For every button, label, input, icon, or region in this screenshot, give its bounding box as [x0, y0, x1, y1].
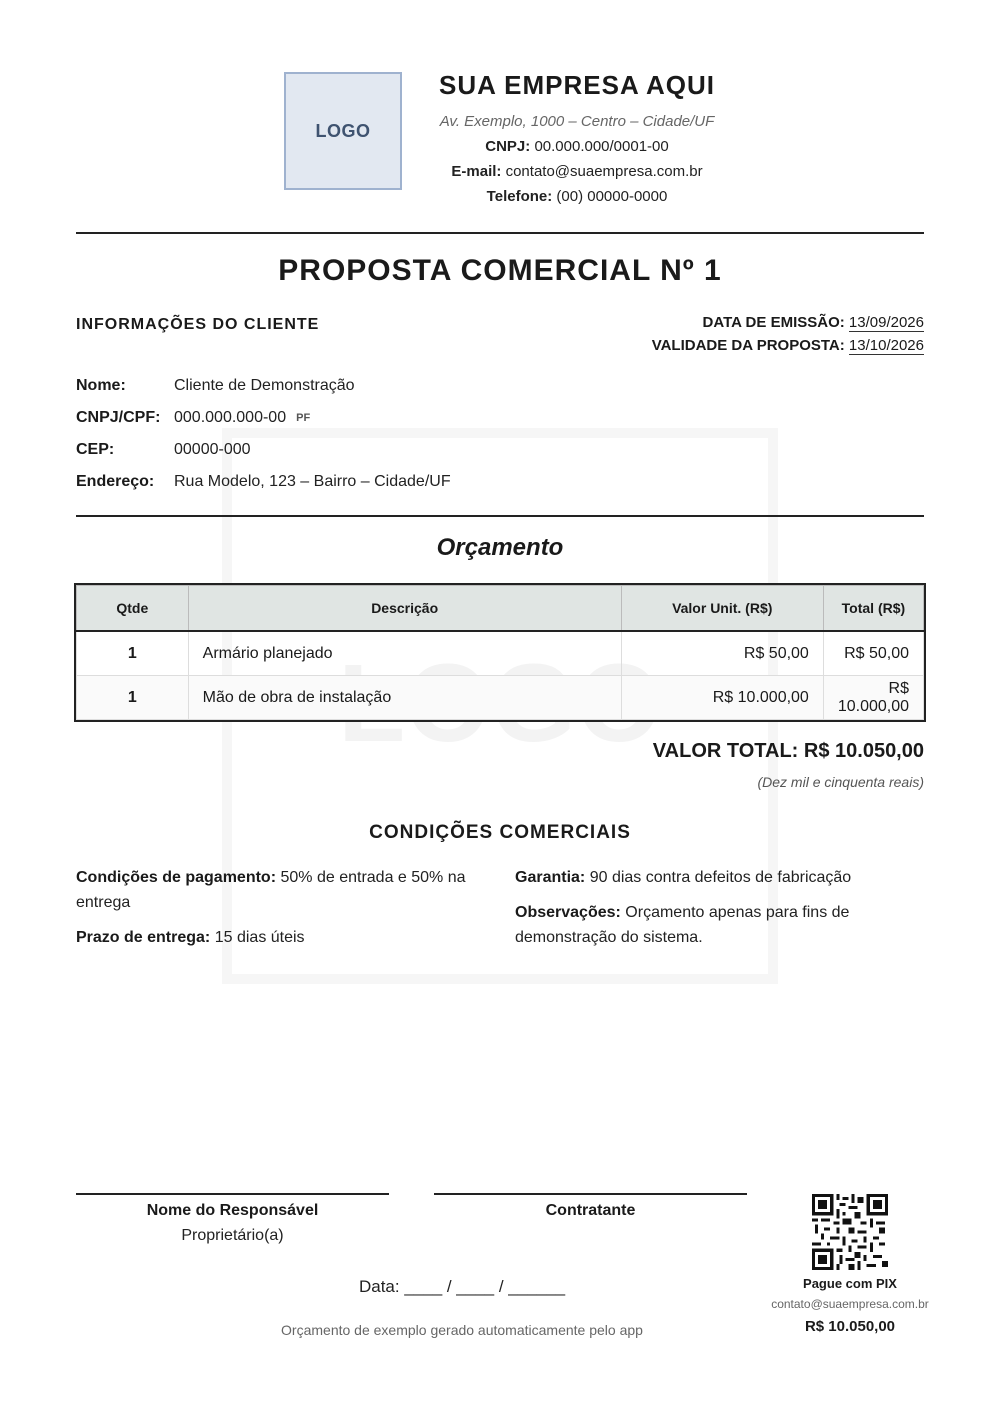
company-cnpj	[418, 138, 736, 155]
delivery-label: Prazo de entrega:	[76, 929, 211, 946]
company-name: SUA EMPRESA AQUI	[438, 70, 716, 100]
company-logo	[284, 72, 402, 190]
delivery-condition	[76, 925, 486, 950]
validity-date-label: VALIDADE DA PROPOSTA:	[651, 337, 845, 354]
validity-date-row	[652, 337, 924, 354]
client-address-label: Endereço:	[76, 473, 155, 490]
table-row	[77, 676, 924, 720]
cnpj-label: CNPJ:	[485, 138, 531, 155]
notes-condition	[515, 900, 924, 950]
item-unit-value: R$ 50,00	[621, 631, 823, 676]
payment-condition	[76, 865, 486, 915]
client-cep-label: CEP:	[76, 441, 115, 458]
client-doc-label: CNPJ/CPF:	[76, 409, 161, 426]
item-description: Mão de obra de instalação	[188, 676, 621, 720]
conditions-left-column	[76, 865, 486, 960]
cnpj-value: 00.000.000/0001-00	[534, 138, 669, 155]
validity-date-value: 13/10/2026	[848, 337, 924, 354]
client-name-value: Cliente de Demonstração	[174, 377, 355, 394]
responsible-role: Proprietário(a)	[181, 1227, 284, 1244]
responsible-name: Nome do Responsável	[146, 1202, 319, 1219]
table-row	[77, 631, 924, 676]
document-title: PROPOSTA COMERCIAL Nº 1	[278, 254, 722, 287]
pix-label: Pague com PIX	[803, 1276, 897, 1291]
company-address: Av. Exemplo, 1000 – Centro – Cidade/UF	[439, 113, 715, 130]
logo-text: LOGO	[315, 120, 371, 141]
pix-email: contato@suaempresa.com.br	[771, 1297, 929, 1311]
phone-value: (00) 00000-0000	[556, 188, 668, 205]
pix-value: R$ 10.050,00	[804, 1318, 896, 1335]
responsible-signature-line	[76, 1193, 389, 1195]
payment-label: Condições de pagamento:	[76, 869, 277, 886]
footer-note: Orçamento de exemplo gerado automaticamente pelo app	[281, 1322, 643, 1338]
warranty-label: Garantia:	[515, 869, 586, 886]
item-unit-value: R$ 10.000,00	[621, 676, 823, 720]
notes-value: Orçamento apenas para fins de demonstração do sistema.	[515, 904, 850, 946]
item-description: Armário planejado	[188, 631, 621, 676]
header-qty: Qtde	[77, 586, 189, 632]
delivery-value: 15 dias úteis	[214, 929, 305, 946]
client-cep-row	[76, 434, 451, 466]
client-doc-row	[76, 402, 451, 434]
client-divider	[76, 515, 924, 517]
header-total: Total (R$)	[823, 586, 923, 632]
header-divider	[76, 232, 924, 234]
total-value: VALOR TOTAL: R$ 10.050,00	[652, 740, 924, 762]
item-qty: 1	[77, 676, 189, 720]
budget-title: Orçamento	[436, 534, 564, 561]
pix-qr-code	[812, 1194, 888, 1270]
contractor-signature-line	[434, 1193, 747, 1195]
issue-date-row	[652, 314, 924, 331]
company-phone	[418, 188, 736, 205]
header-description: Descrição	[188, 586, 621, 632]
warranty-condition	[515, 865, 924, 890]
phone-label: Telefone:	[486, 188, 553, 205]
client-name-label: Nome:	[76, 377, 126, 394]
conditions-right-column	[515, 865, 924, 960]
item-qty: 1	[77, 631, 189, 676]
watermark-logo-text: LOGO	[338, 642, 662, 765]
item-total: R$ 10.000,00	[823, 676, 923, 720]
budget-table	[76, 585, 924, 720]
client-address-value: Rua Modelo, 123 – Bairro – Cidade/UF	[174, 473, 451, 490]
header-unit-value: Valor Unit. (R$)	[621, 586, 823, 632]
email-label: E-mail:	[451, 163, 502, 180]
client-name-row	[76, 370, 451, 402]
table-header-row	[77, 586, 924, 632]
client-details	[76, 370, 451, 498]
client-cep-value: 00000-000	[174, 441, 251, 458]
date-blank: Data: ____ / ____ / ______	[358, 1277, 566, 1296]
client-address-row	[76, 466, 451, 498]
total-in-words: (Dez mil e cinquenta reais)	[757, 774, 924, 790]
warranty-value: 90 dias contra defeitos de fabricação	[589, 869, 852, 886]
company-email	[418, 163, 736, 180]
issue-date-label: DATA DE EMISSÃO:	[702, 314, 845, 331]
item-total: R$ 50,00	[823, 631, 923, 676]
company-info	[418, 70, 736, 213]
email-value: contato@suaempresa.com.br	[505, 163, 703, 180]
signature-date-line	[0, 1277, 872, 1297]
issue-date-value: 13/09/2026	[848, 314, 924, 331]
payment-value: 50% de entrada e 50% na entrega	[76, 869, 466, 911]
client-section-title: INFORMAÇÕES DO CLIENTE	[76, 316, 320, 333]
client-doc-value: 000.000.000-00	[174, 409, 287, 426]
document-dates	[652, 314, 924, 360]
contractor-name: Contratante	[545, 1202, 636, 1219]
notes-label: Observações:	[515, 904, 621, 921]
conditions-title: CONDIÇÕES COMERCIAIS	[369, 822, 631, 843]
client-doc-type-badge: PF	[296, 412, 311, 424]
